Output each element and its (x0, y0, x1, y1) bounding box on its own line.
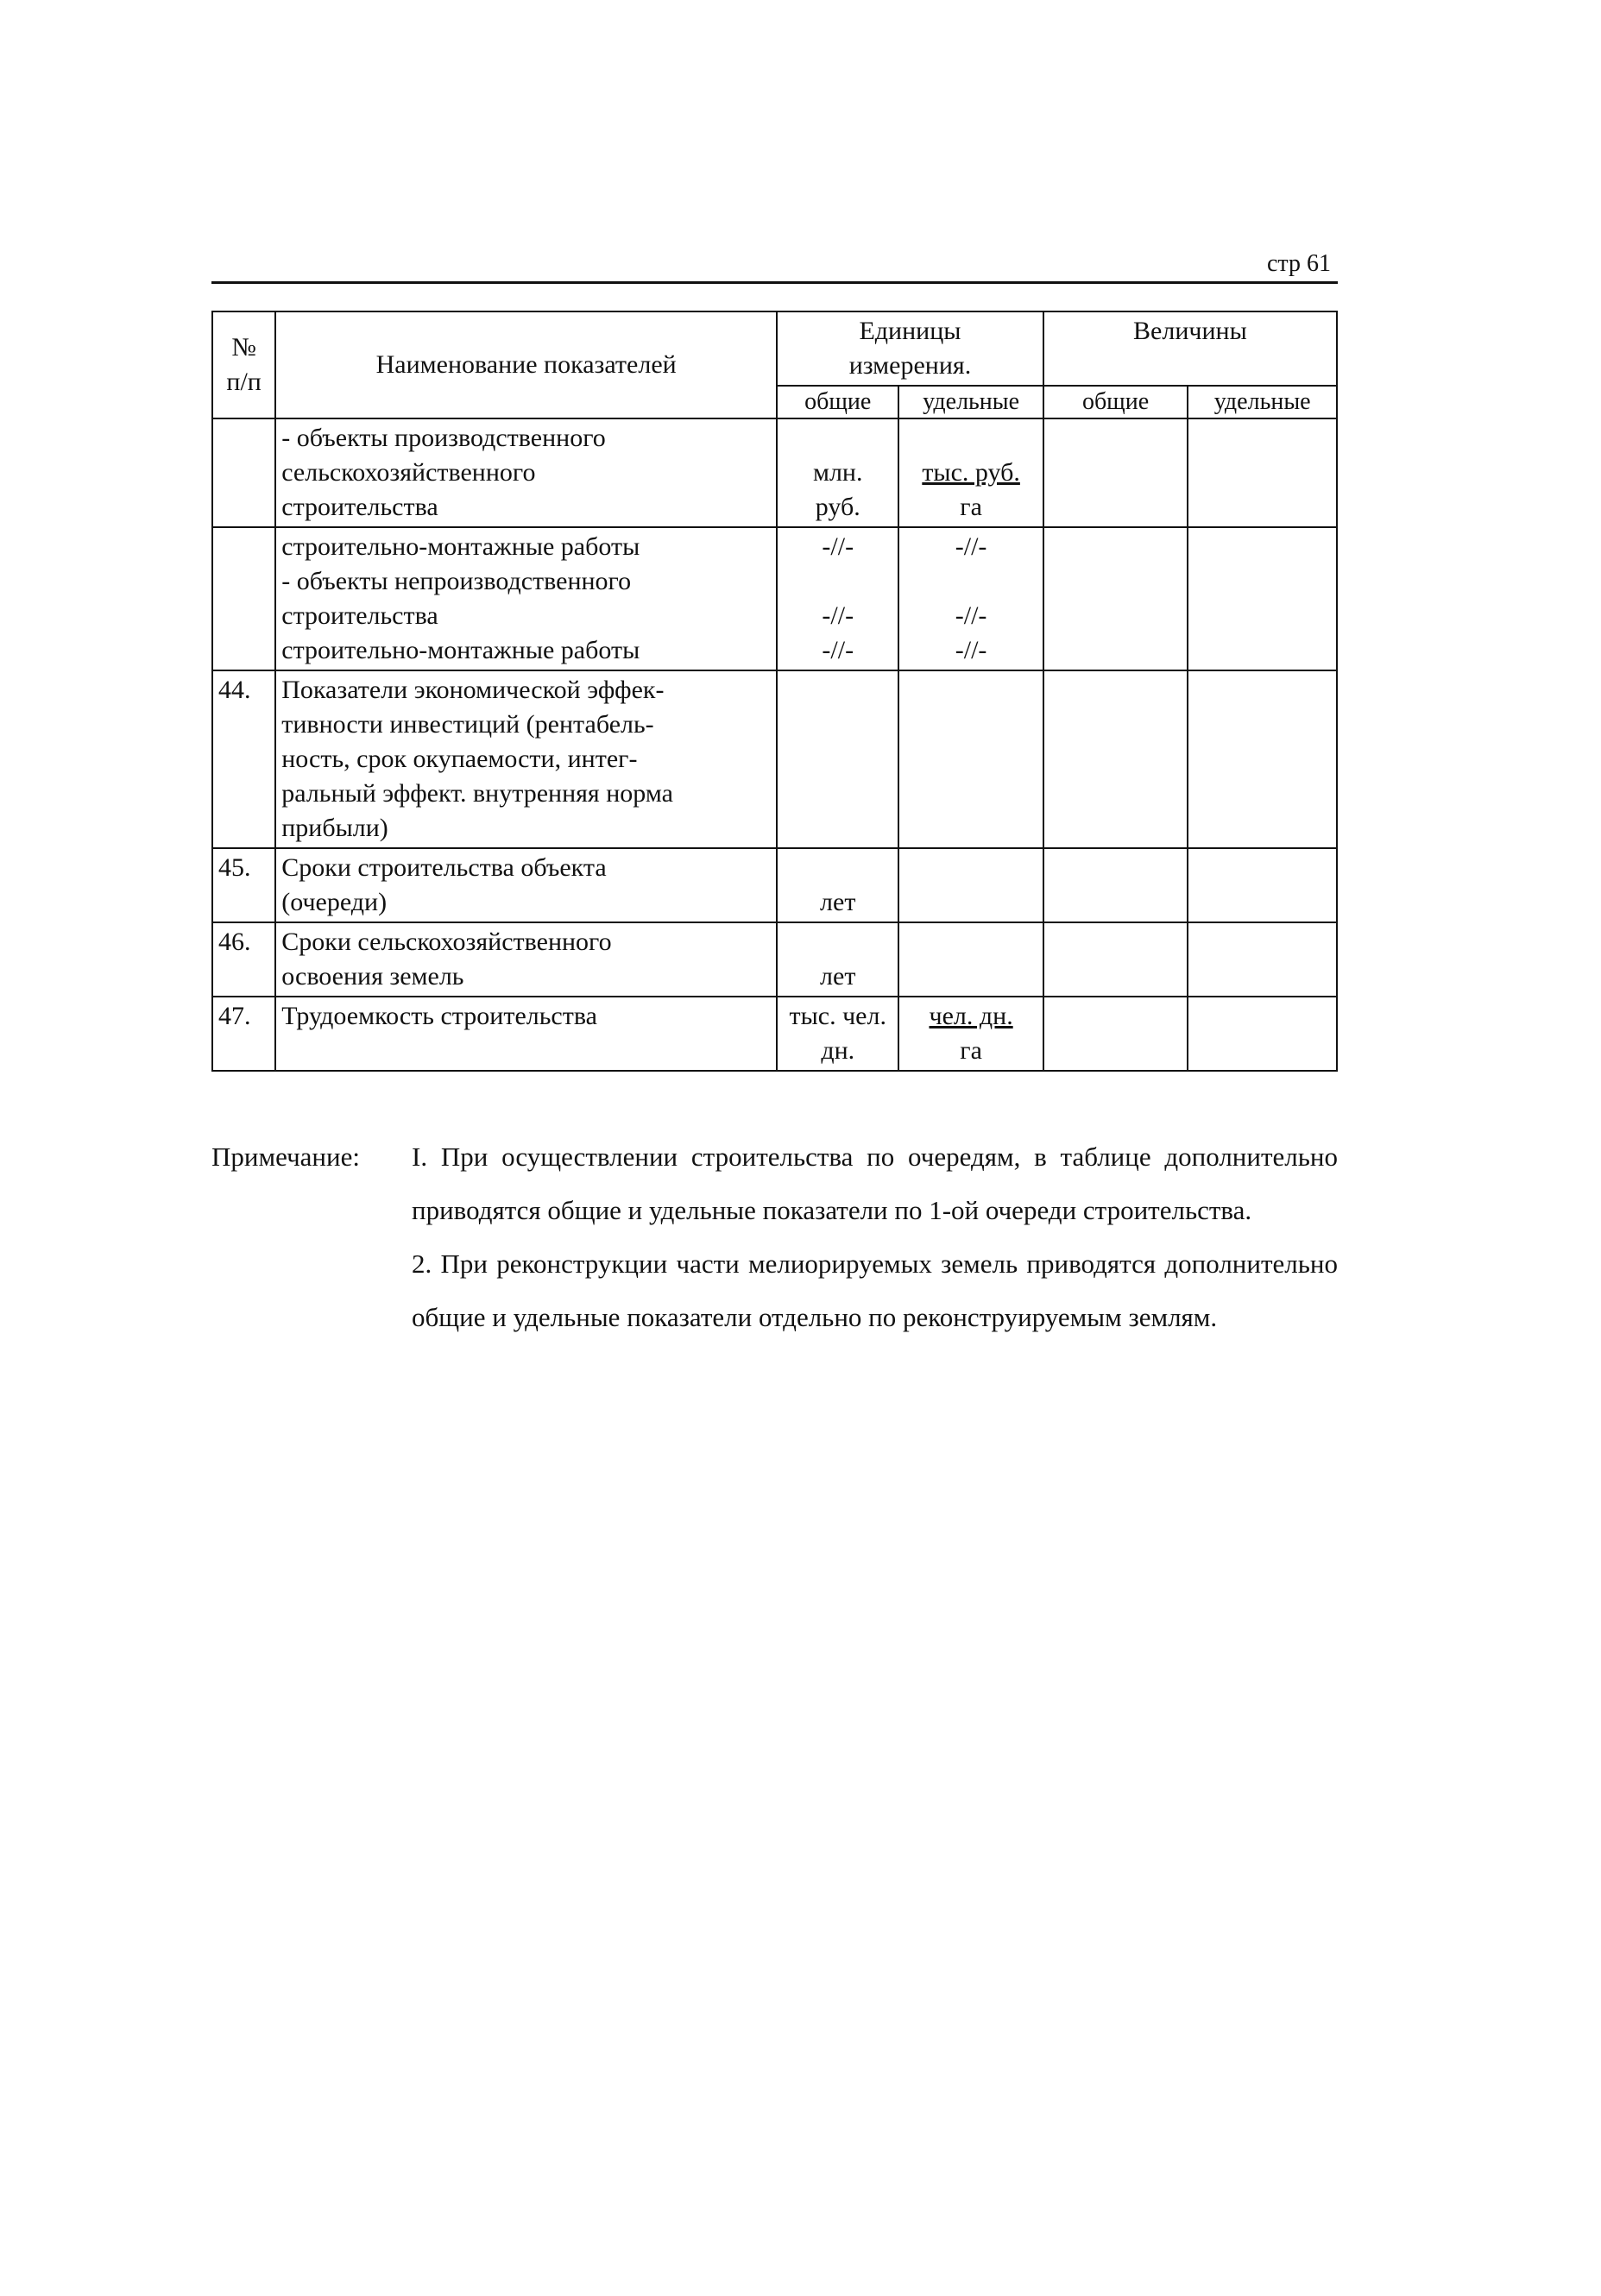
row-name (275, 922, 777, 997)
row-name (275, 848, 777, 922)
row-unit-total-line: дн. (821, 1036, 855, 1065)
row-name-line: прибыли) (281, 814, 388, 842)
table-row (212, 527, 1337, 670)
table-row (212, 418, 1337, 527)
header-units-line2: измерения. (848, 351, 972, 380)
row-name-line: Сроки строительства объекта (281, 853, 607, 882)
header-number-abbr: п/п (226, 368, 262, 396)
row-name-line: Трудоемкость строительства (281, 1002, 597, 1030)
row-number: 46. (212, 922, 275, 997)
row-name (275, 997, 777, 1071)
header-values-specific: удельные (1188, 386, 1337, 418)
row-unit-specific (898, 997, 1043, 1071)
table-header-row (212, 311, 1337, 386)
row-unit-total-line: тыс. чел. (789, 1002, 886, 1030)
row-number: 45. (212, 848, 275, 922)
row-name-line: ность, срок окупаемости, интег- (281, 745, 638, 773)
row-value-specific (1188, 997, 1337, 1071)
row-unit-specific-line: тыс. руб. (922, 458, 1020, 487)
table-row (212, 848, 1337, 922)
row-value-specific (1188, 418, 1337, 527)
row-unit-total (777, 527, 898, 670)
row-value-specific (1188, 922, 1337, 997)
page-header (211, 250, 1338, 284)
page-number: стр 61 (1266, 250, 1331, 277)
row-unit-total-line: -//- (822, 636, 854, 664)
row-unit-total-line: -//- (822, 532, 854, 561)
row-name-line: освоения земель (281, 962, 464, 991)
row-unit-total-line (783, 421, 892, 456)
row-unit-total (777, 670, 898, 848)
table-body (212, 418, 1337, 1071)
row-unit-total-line: руб. (815, 493, 860, 521)
row-name-line: Сроки сельскохозяйственного (281, 928, 612, 956)
row-unit-specific (898, 418, 1043, 527)
row-name-line: тивности инвестиций (рентабель- (281, 710, 654, 739)
row-unit-total-line: -//- (822, 601, 854, 630)
row-unit-specific-line: -//- (955, 601, 987, 630)
row-name (275, 670, 777, 848)
row-unit-specific-line: га (960, 1036, 982, 1065)
row-unit-specific (898, 670, 1043, 848)
header-units-total: общие (777, 386, 898, 418)
header-units (777, 311, 1043, 386)
row-name-line: Показатели экономической эффек- (281, 676, 665, 704)
header-name: Наименование показателей (275, 311, 777, 418)
row-value-total (1043, 670, 1188, 848)
row-value-specific (1188, 848, 1337, 922)
row-unit-total-line (783, 925, 892, 959)
note-item-2: 2. При реконструкции части мелиорируемых земель приводятся дополнительно общие и удельные показатели отдельно по реконструируемым землям. (412, 1249, 1338, 1332)
row-value-total (1043, 997, 1188, 1071)
table-row (212, 922, 1337, 997)
row-unit-specific-line: -//- (955, 532, 987, 561)
row-unit-total-line: лет (820, 962, 856, 991)
row-name-line: строительно-монтажные работы (281, 636, 640, 664)
row-unit-specific-line: га (960, 493, 982, 521)
row-name-line: строительства (281, 493, 438, 521)
header-number-symbol: № (231, 333, 256, 362)
table-row (212, 997, 1337, 1071)
row-unit-total-line: лет (820, 888, 856, 916)
row-unit-total (777, 418, 898, 527)
indicators-table (211, 311, 1338, 1072)
row-unit-total-line: млн. (812, 458, 863, 487)
row-name-line: строительно-монтажные работы (281, 532, 640, 561)
row-name-line: - объекты непроизводственного (281, 567, 632, 595)
row-unit-specific-line: -//- (955, 636, 987, 664)
row-unit-specific-line (905, 421, 1037, 456)
row-value-total (1043, 418, 1188, 527)
row-value-total (1043, 527, 1188, 670)
row-unit-total (777, 922, 898, 997)
row-unit-total-line (783, 564, 892, 599)
row-value-specific (1188, 527, 1337, 670)
row-value-total (1043, 922, 1188, 997)
row-number: 47. (212, 997, 275, 1071)
note-item-1: I. При осуществлении строительства по очередям, в таблице дополнительно приводятся общие и удельные показатели по 1-ой очереди строительства. (412, 1142, 1338, 1225)
row-name (275, 418, 777, 527)
row-name-line: ральный эффект. внутренняя норма (281, 779, 673, 808)
row-unit-specific-line: чел. дн. (929, 1002, 1013, 1030)
row-value-total (1043, 848, 1188, 922)
header-number (212, 311, 275, 418)
row-unit-total-line (783, 851, 892, 885)
row-unit-total (777, 848, 898, 922)
row-name-line: - объекты производственного (281, 424, 606, 452)
header-values: Величины (1043, 311, 1337, 386)
row-number: 44. (212, 670, 275, 848)
header-values-total: общие (1043, 386, 1188, 418)
row-unit-specific (898, 922, 1043, 997)
row-unit-specific (898, 527, 1043, 670)
row-number (212, 527, 275, 670)
note-label: Примечание: (211, 1142, 360, 1172)
row-number (212, 418, 275, 527)
row-name-line: сельскохозяйственного (281, 458, 536, 487)
row-unit-total (777, 997, 898, 1071)
row-value-specific (1188, 670, 1337, 848)
row-name-line: (очереди) (281, 888, 388, 916)
row-unit-specific (898, 848, 1043, 922)
row-name-line: строительства (281, 601, 438, 630)
header-units-line1: Единицы (859, 317, 961, 345)
header-units-specific: удельные (898, 386, 1043, 418)
row-unit-specific-line (905, 564, 1037, 599)
table-row (212, 670, 1337, 848)
note-block (211, 1130, 1338, 1344)
row-name (275, 527, 777, 670)
